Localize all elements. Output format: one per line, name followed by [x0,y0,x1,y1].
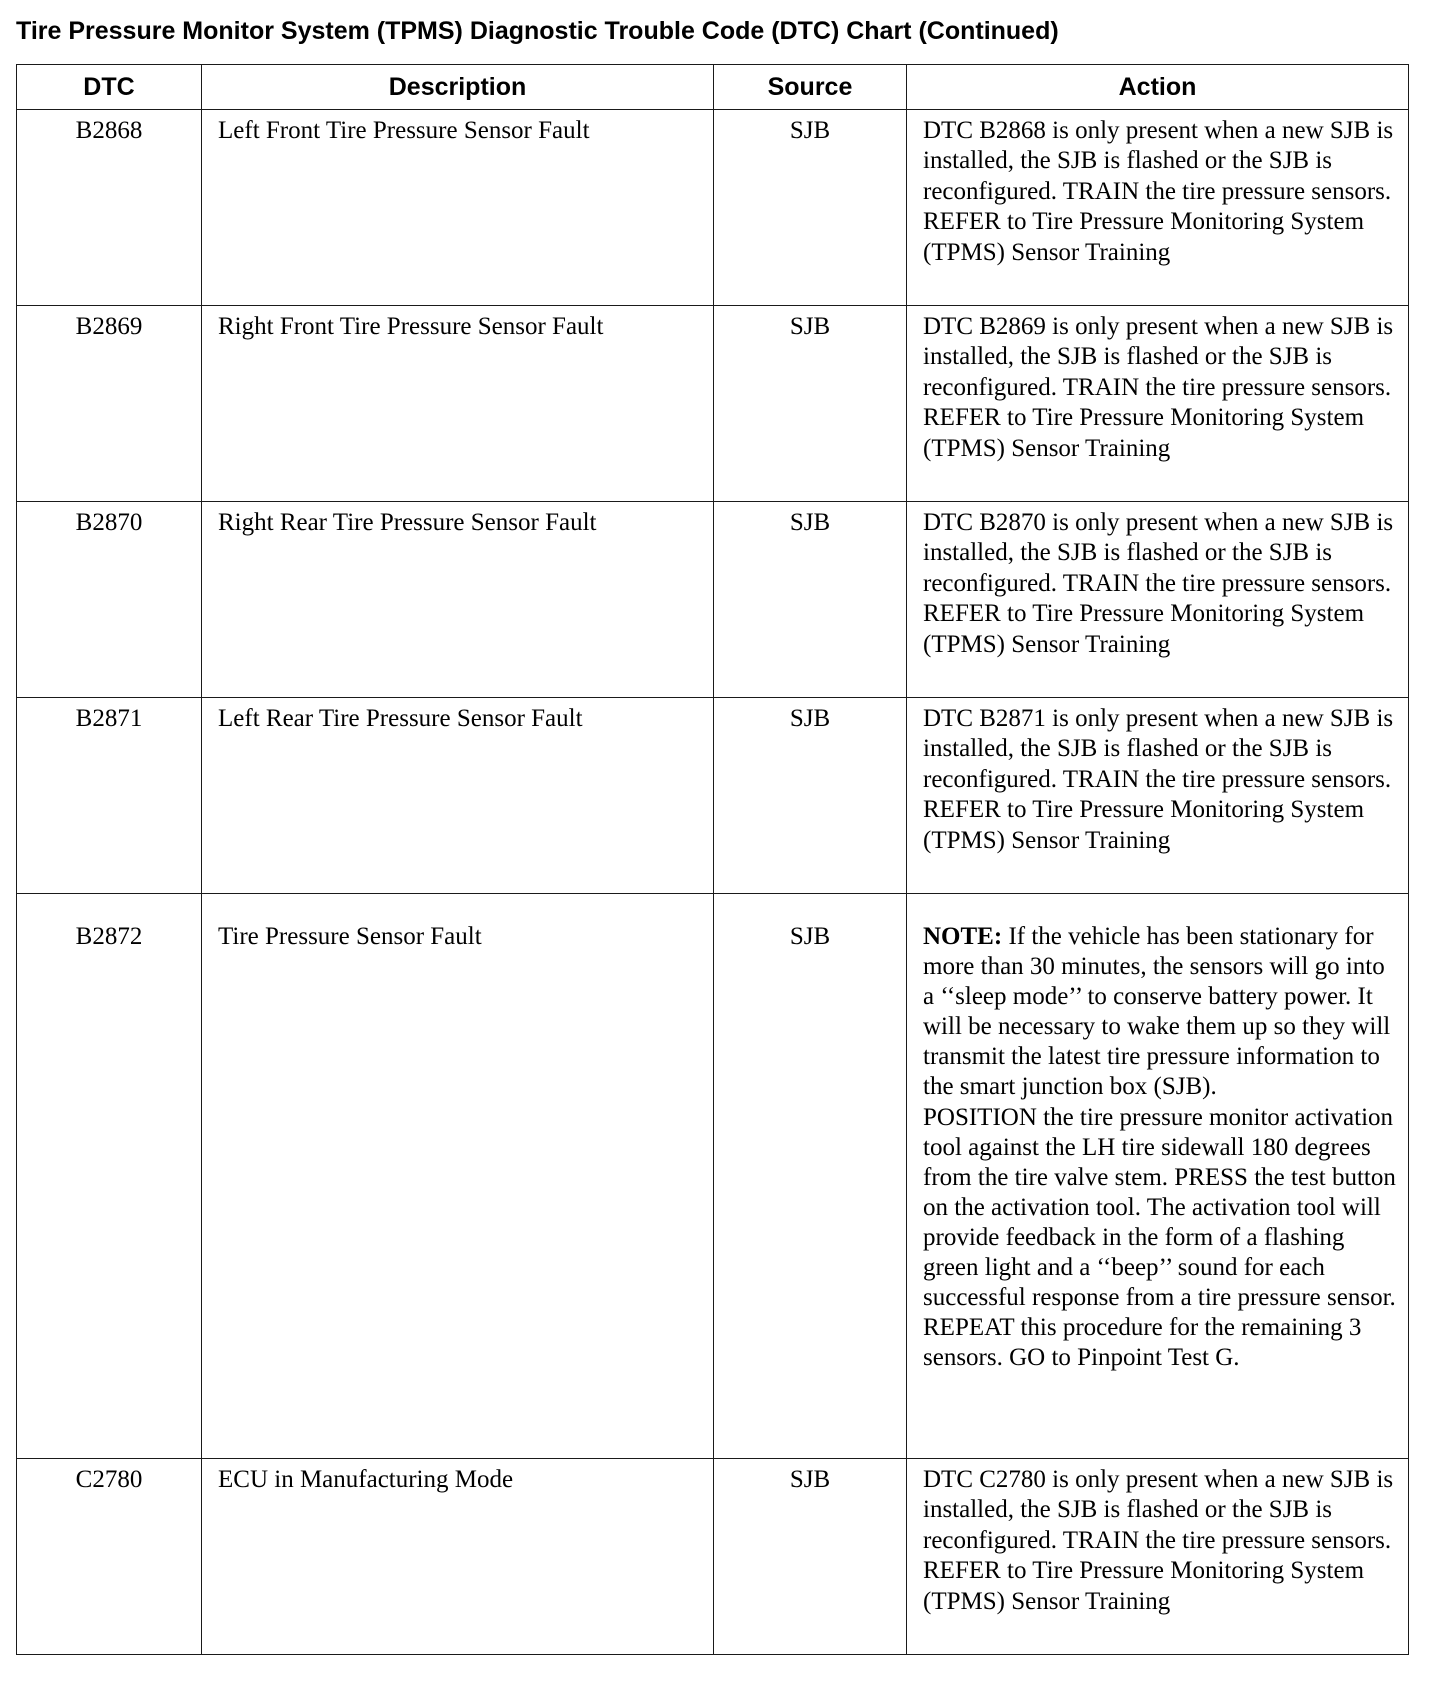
dtc-action: DTC B2871 is only present when a new SJB is installed, the SJB is flashed or the SJB is reconfigured. TRAIN the tire pressure sensors. REFER to Tire Pressure Monitoring System (TPMS) Sensor Training [907,698,1409,894]
dtc-code: B2870 [17,502,202,698]
dtc-description: Right Front Tire Pressure Sensor Fault [202,306,714,502]
dtc-source: SJB [714,1459,907,1655]
dtc-action: DTC B2870 is only present when a new SJB is installed, the SJB is flashed or the SJB is reconfigured. TRAIN the tire pressure sensors. REFER to Tire Pressure Monitoring System (TPMS) Sensor Training [907,502,1409,698]
dtc-action: POSITION the tire pressure monitor activation tool against the LH tire sidewall 180 degrees from the tire valve stem. PRESS the test button on the activation tool. The activation tool will provide feedback in the form of a flashing green light and a ‘‘beep’’ sound for each successful response from a tire pressure sensor. REPEAT this procedure for the remaining 3 sensors. GO to Pinpoint Test G. [923,1103,1396,1372]
dtc-action-cell [907,894,1409,1459]
note-label: NOTE: [923,923,1003,950]
dtc-action: DTC B2869 is only present when a new SJB is installed, the SJB is flashed or the SJB is reconfigured. TRAIN the tire pressure sensors. REFER to Tire Pressure Monitoring System (TPMS) Sensor Training [907,306,1409,502]
dtc-source: SJB [714,502,907,698]
dtc-source: SJB [714,110,907,306]
table-row [17,110,1409,306]
dtc-code: B2868 [17,110,202,306]
table-row [17,306,1409,502]
dtc-code: B2872 [17,894,202,1459]
dtc-description: Left Rear Tire Pressure Sensor Fault [202,698,714,894]
dtc-action: DTC B2868 is only present when a new SJB is installed, the SJB is flashed or the SJB is reconfigured. TRAIN the tire pressure sensors. REFER to Tire Pressure Monitoring System (TPMS) Sensor Training [907,110,1409,306]
header-source: Source [714,65,907,110]
dtc-code: C2780 [17,1459,202,1655]
dtc-action: DTC C2780 is only present when a new SJB is installed, the SJB is flashed or the SJB is reconfigured. TRAIN the tire pressure sensors. REFER to Tire Pressure Monitoring System (TPMS) Sensor Training [907,1459,1409,1655]
table-row [17,698,1409,894]
dtc-description: Left Front Tire Pressure Sensor Fault [202,110,714,306]
dtc-description: ECU in Manufacturing Mode [202,1459,714,1655]
note-text: If the vehicle has been stationary for more than 30 minutes, the sensors will go into a ‘‘sleep mode’’ to conserve battery power. It will be necessary to wake them up so they will transmit the latest tire pressure information to the smart junction box (SJB). [923,923,1391,1101]
dtc-source: SJB [714,698,907,894]
dtc-chart-table [16,64,1409,1655]
dtc-code: B2869 [17,306,202,502]
dtc-source: SJB [714,894,907,1459]
header-description: Description [202,65,714,110]
table-row [17,894,1409,1459]
dtc-description: Right Rear Tire Pressure Sensor Fault [202,502,714,698]
header-dtc: DTC [17,65,202,110]
dtc-description: Tire Pressure Sensor Fault [202,894,714,1459]
dtc-code: B2871 [17,698,202,894]
note-paragraph [923,922,1400,1103]
table-row [17,1459,1409,1655]
table-row [17,502,1409,698]
table-header-row [17,65,1409,110]
page-title: Tire Pressure Monitor System (TPMS) Diagnostic Trouble Code (DTC) Chart (Continued) [16,17,1059,45]
header-action: Action [907,65,1409,110]
dtc-source: SJB [714,306,907,502]
